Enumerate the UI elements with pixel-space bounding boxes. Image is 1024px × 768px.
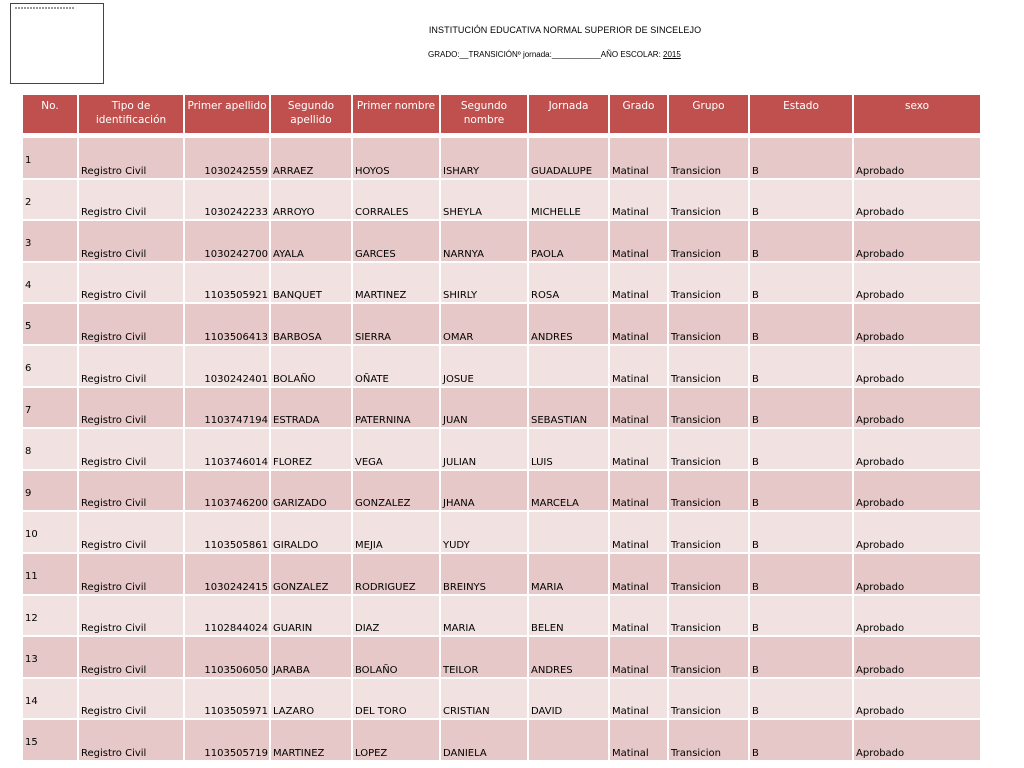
cell-estado: Aprobado xyxy=(853,595,981,637)
cell-no: 14 xyxy=(22,678,78,720)
cell-no: 4 xyxy=(22,262,78,304)
cell-primer-apellido: BARBOSA xyxy=(270,303,352,345)
col-header-sexo: sexo xyxy=(853,94,981,134)
cell-grupo: B xyxy=(749,220,853,262)
cell-primer-apellido: GONZALEZ xyxy=(270,553,352,595)
col-header-primer-nombre: Primer nombre xyxy=(352,94,440,134)
cell-no: 8 xyxy=(22,428,78,470)
table-row xyxy=(22,678,981,720)
cell-estado: Aprobado xyxy=(853,511,981,553)
cell-primer-apellido: ESTRADA xyxy=(270,387,352,429)
cell-id-number: 1030242415 xyxy=(184,553,270,595)
cell-segundo-apellido: MARTINEZ xyxy=(352,262,440,304)
cell-tipo: Registro Civil xyxy=(78,678,184,720)
cell-grado: Transicion xyxy=(668,303,749,345)
cell-primer-apellido: MARTINEZ xyxy=(270,719,352,761)
cell-estado: Aprobado xyxy=(853,220,981,262)
col-header-jornada: Jornada xyxy=(528,94,609,134)
cell-segundo-nombre: ROSA xyxy=(528,262,609,304)
student-roster-table xyxy=(21,93,982,762)
cell-no: 6 xyxy=(22,345,78,387)
cell-id-number: 1103747194 xyxy=(184,387,270,429)
cell-grado: Transicion xyxy=(668,511,749,553)
cell-jornada: Matinal xyxy=(609,262,668,304)
table-row xyxy=(22,303,981,345)
cell-estado: Aprobado xyxy=(853,428,981,470)
cell-grado: Transicion xyxy=(668,678,749,720)
cell-estado: Aprobado xyxy=(853,137,981,179)
cell-jornada: Matinal xyxy=(609,636,668,678)
cell-grupo: B xyxy=(749,636,853,678)
cell-primer-nombre: JULIAN xyxy=(440,428,528,470)
cell-jornada: Matinal xyxy=(609,220,668,262)
cell-id-number: 1102844024 xyxy=(184,595,270,637)
cell-primer-apellido: LAZARO xyxy=(270,678,352,720)
cell-segundo-nombre: BELEN xyxy=(528,595,609,637)
col-header-primer-apellido: Primer apellido xyxy=(184,94,270,134)
logo-placeholder xyxy=(10,3,104,84)
col-header-segundo-nombre: Segundo nombre xyxy=(440,94,528,134)
col-header-grupo: Grupo xyxy=(668,94,749,134)
cell-tipo: Registro Civil xyxy=(78,470,184,512)
cell-tipo: Registro Civil xyxy=(78,137,184,179)
cell-id-number: 1030242233 xyxy=(184,179,270,221)
cell-primer-nombre: JHANA xyxy=(440,470,528,512)
cell-id-number: 1030242401 xyxy=(184,345,270,387)
cell-no: 7 xyxy=(22,387,78,429)
cell-no: 2 xyxy=(22,179,78,221)
cell-grado: Transicion xyxy=(668,428,749,470)
cell-grupo: B xyxy=(749,179,853,221)
cell-tipo: Registro Civil xyxy=(78,179,184,221)
cell-primer-apellido: ARROYO xyxy=(270,179,352,221)
cell-estado: Aprobado xyxy=(853,470,981,512)
cell-primer-nombre: DANIELA xyxy=(440,719,528,761)
col-header-estado: Estado xyxy=(749,94,853,134)
cell-primer-apellido: JARABA xyxy=(270,636,352,678)
cell-primer-nombre: BREINYS xyxy=(440,553,528,595)
cell-grupo: B xyxy=(749,470,853,512)
table-row xyxy=(22,345,981,387)
cell-primer-nombre: NARNYA xyxy=(440,220,528,262)
cell-segundo-apellido: BOLAÑO xyxy=(352,636,440,678)
cell-tipo: Registro Civil xyxy=(78,220,184,262)
cell-segundo-nombre: LUIS xyxy=(528,428,609,470)
cell-jornada: Matinal xyxy=(609,387,668,429)
cell-grupo: B xyxy=(749,303,853,345)
cell-primer-nombre: YUDY xyxy=(440,511,528,553)
cell-grupo: B xyxy=(749,137,853,179)
cell-segundo-apellido: OÑATE xyxy=(352,345,440,387)
cell-id-number: 1103506413 xyxy=(184,303,270,345)
cell-no: 15 xyxy=(22,719,78,761)
cell-tipo: Registro Civil xyxy=(78,553,184,595)
cell-segundo-nombre xyxy=(528,719,609,761)
cell-segundo-apellido: GONZALEZ xyxy=(352,470,440,512)
cell-primer-apellido: BOLAÑO xyxy=(270,345,352,387)
cell-no: 12 xyxy=(22,595,78,637)
cell-grado: Transicion xyxy=(668,262,749,304)
cell-estado: Aprobado xyxy=(853,179,981,221)
cell-tipo: Registro Civil xyxy=(78,636,184,678)
cell-primer-apellido: BANQUET xyxy=(270,262,352,304)
cell-tipo: Registro Civil xyxy=(78,303,184,345)
cell-estado: Aprobado xyxy=(853,719,981,761)
cell-estado: Aprobado xyxy=(853,553,981,595)
cell-no: 5 xyxy=(22,303,78,345)
cell-no: 1 xyxy=(22,137,78,179)
table-row xyxy=(22,553,981,595)
logo-caption-line xyxy=(15,7,75,9)
cell-segundo-nombre xyxy=(528,511,609,553)
table-row xyxy=(22,636,981,678)
table-row xyxy=(22,387,981,429)
cell-segundo-nombre: ANDRES xyxy=(528,636,609,678)
cell-jornada: Matinal xyxy=(609,595,668,637)
cell-segundo-apellido: MEJIA xyxy=(352,511,440,553)
cell-segundo-apellido: DIAZ xyxy=(352,595,440,637)
cell-grado: Transicion xyxy=(668,595,749,637)
cell-grupo: B xyxy=(749,553,853,595)
table-row xyxy=(22,511,981,553)
table-row xyxy=(22,262,981,304)
cell-estado: Aprobado xyxy=(853,636,981,678)
cell-primer-nombre: MARIA xyxy=(440,595,528,637)
cell-segundo-nombre: ANDRES xyxy=(528,303,609,345)
cell-segundo-apellido: DEL TORO xyxy=(352,678,440,720)
table-header-row xyxy=(22,94,981,134)
cell-tipo: Registro Civil xyxy=(78,387,184,429)
cell-tipo: Registro Civil xyxy=(78,595,184,637)
table-row xyxy=(22,179,981,221)
cell-jornada: Matinal xyxy=(609,137,668,179)
cell-no: 9 xyxy=(22,470,78,512)
cell-jornada: Matinal xyxy=(609,470,668,512)
cell-primer-nombre: ISHARY xyxy=(440,137,528,179)
cell-grupo: B xyxy=(749,719,853,761)
cell-grado: Transicion xyxy=(668,179,749,221)
cell-estado: Aprobado xyxy=(853,303,981,345)
cell-grupo: B xyxy=(749,511,853,553)
col-header-grado: Grado xyxy=(609,94,668,134)
cell-grado: Transicion xyxy=(668,387,749,429)
cell-id-number: 1103746014 xyxy=(184,428,270,470)
school-year: 2015 xyxy=(663,50,681,59)
cell-segundo-nombre: MARIA xyxy=(528,553,609,595)
cell-estado: Aprobado xyxy=(853,345,981,387)
cell-estado: Aprobado xyxy=(853,678,981,720)
cell-jornada: Matinal xyxy=(609,719,668,761)
cell-id-number: 1103505971 xyxy=(184,678,270,720)
cell-id-number: 1030242700 xyxy=(184,220,270,262)
cell-jornada: Matinal xyxy=(609,179,668,221)
cell-primer-apellido: GIRALDO xyxy=(270,511,352,553)
cell-id-number: 1030242559 xyxy=(184,137,270,179)
cell-primer-apellido: ARRAEZ xyxy=(270,137,352,179)
cell-segundo-nombre: DAVID xyxy=(528,678,609,720)
cell-primer-nombre: CRISTIAN xyxy=(440,678,528,720)
cell-segundo-nombre: SEBASTIAN xyxy=(528,387,609,429)
col-header-segundo-apellido: Segundo apellido xyxy=(270,94,352,134)
cell-grupo: B xyxy=(749,428,853,470)
table-row xyxy=(22,137,981,179)
cell-primer-apellido: AYALA xyxy=(270,220,352,262)
cell-primer-apellido: FLOREZ xyxy=(270,428,352,470)
cell-segundo-apellido: RODRIGUEZ xyxy=(352,553,440,595)
cell-id-number: 1103505719 xyxy=(184,719,270,761)
cell-primer-nombre: JOSUE xyxy=(440,345,528,387)
cell-segundo-apellido: CORRALES xyxy=(352,179,440,221)
cell-segundo-apellido: SIERRA xyxy=(352,303,440,345)
cell-no: 11 xyxy=(22,553,78,595)
cell-segundo-nombre: MARCELA xyxy=(528,470,609,512)
cell-jornada: Matinal xyxy=(609,511,668,553)
cell-no: 13 xyxy=(22,636,78,678)
cell-jornada: Matinal xyxy=(609,428,668,470)
grade-line xyxy=(428,50,681,59)
school-title: INSTITUCIÓN EDUCATIVA NORMAL SUPERIOR DE SINCELEJO xyxy=(428,25,702,35)
cell-id-number: 1103506050 xyxy=(184,636,270,678)
cell-grado: Transicion xyxy=(668,137,749,179)
cell-no: 3 xyxy=(22,220,78,262)
cell-grupo: B xyxy=(749,595,853,637)
col-header-no: No. xyxy=(22,94,78,134)
table-row xyxy=(22,470,981,512)
cell-segundo-apellido: LOPEZ xyxy=(352,719,440,761)
cell-grupo: B xyxy=(749,678,853,720)
cell-estado: Aprobado xyxy=(853,262,981,304)
cell-grado: Transicion xyxy=(668,345,749,387)
cell-id-number: 1103746200 xyxy=(184,470,270,512)
cell-segundo-apellido: VEGA xyxy=(352,428,440,470)
cell-tipo: Registro Civil xyxy=(78,345,184,387)
cell-primer-apellido: GARIZADO xyxy=(270,470,352,512)
cell-segundo-nombre xyxy=(528,345,609,387)
cell-grado: Transicion xyxy=(668,220,749,262)
cell-grado: Transicion xyxy=(668,553,749,595)
cell-grupo: B xyxy=(749,345,853,387)
cell-no: 10 xyxy=(22,511,78,553)
cell-segundo-apellido: GARCES xyxy=(352,220,440,262)
cell-tipo: Registro Civil xyxy=(78,262,184,304)
cell-segundo-nombre: GUADALUPE xyxy=(528,137,609,179)
cell-tipo: Registro Civil xyxy=(78,511,184,553)
table-row xyxy=(22,595,981,637)
cell-jornada: Matinal xyxy=(609,345,668,387)
cell-estado: Aprobado xyxy=(853,387,981,429)
cell-id-number: 1103505921 xyxy=(184,262,270,304)
cell-primer-apellido: GUARIN xyxy=(270,595,352,637)
cell-segundo-apellido: PATERNINA xyxy=(352,387,440,429)
cell-grado: Transicion xyxy=(668,470,749,512)
cell-tipo: Registro Civil xyxy=(78,719,184,761)
cell-segundo-nombre: MICHELLE xyxy=(528,179,609,221)
cell-jornada: Matinal xyxy=(609,553,668,595)
cell-grado: Transicion xyxy=(668,719,749,761)
cell-primer-nombre: OMAR xyxy=(440,303,528,345)
table-row xyxy=(22,220,981,262)
table-body xyxy=(22,134,981,761)
cell-segundo-apellido: HOYOS xyxy=(352,137,440,179)
cell-tipo: Registro Civil xyxy=(78,428,184,470)
cell-segundo-nombre: PAOLA xyxy=(528,220,609,262)
table-row xyxy=(22,719,981,761)
cell-jornada: Matinal xyxy=(609,678,668,720)
cell-grupo: B xyxy=(749,387,853,429)
cell-grupo: B xyxy=(749,262,853,304)
col-header-tipo: Tipo de identificación xyxy=(78,94,184,134)
cell-primer-nombre: TEILOR xyxy=(440,636,528,678)
cell-id-number: 1103505861 xyxy=(184,511,270,553)
cell-grado: Transicion xyxy=(668,636,749,678)
cell-jornada: Matinal xyxy=(609,303,668,345)
grade-line-text: GRADO:__TRANSICIÓNº jornada:___________AÑO ESCOLAR: xyxy=(428,50,664,59)
table-row xyxy=(22,428,981,470)
cell-primer-nombre: SHEYLA xyxy=(440,179,528,221)
cell-primer-nombre: SHIRLY xyxy=(440,262,528,304)
cell-primer-nombre: JUAN xyxy=(440,387,528,429)
